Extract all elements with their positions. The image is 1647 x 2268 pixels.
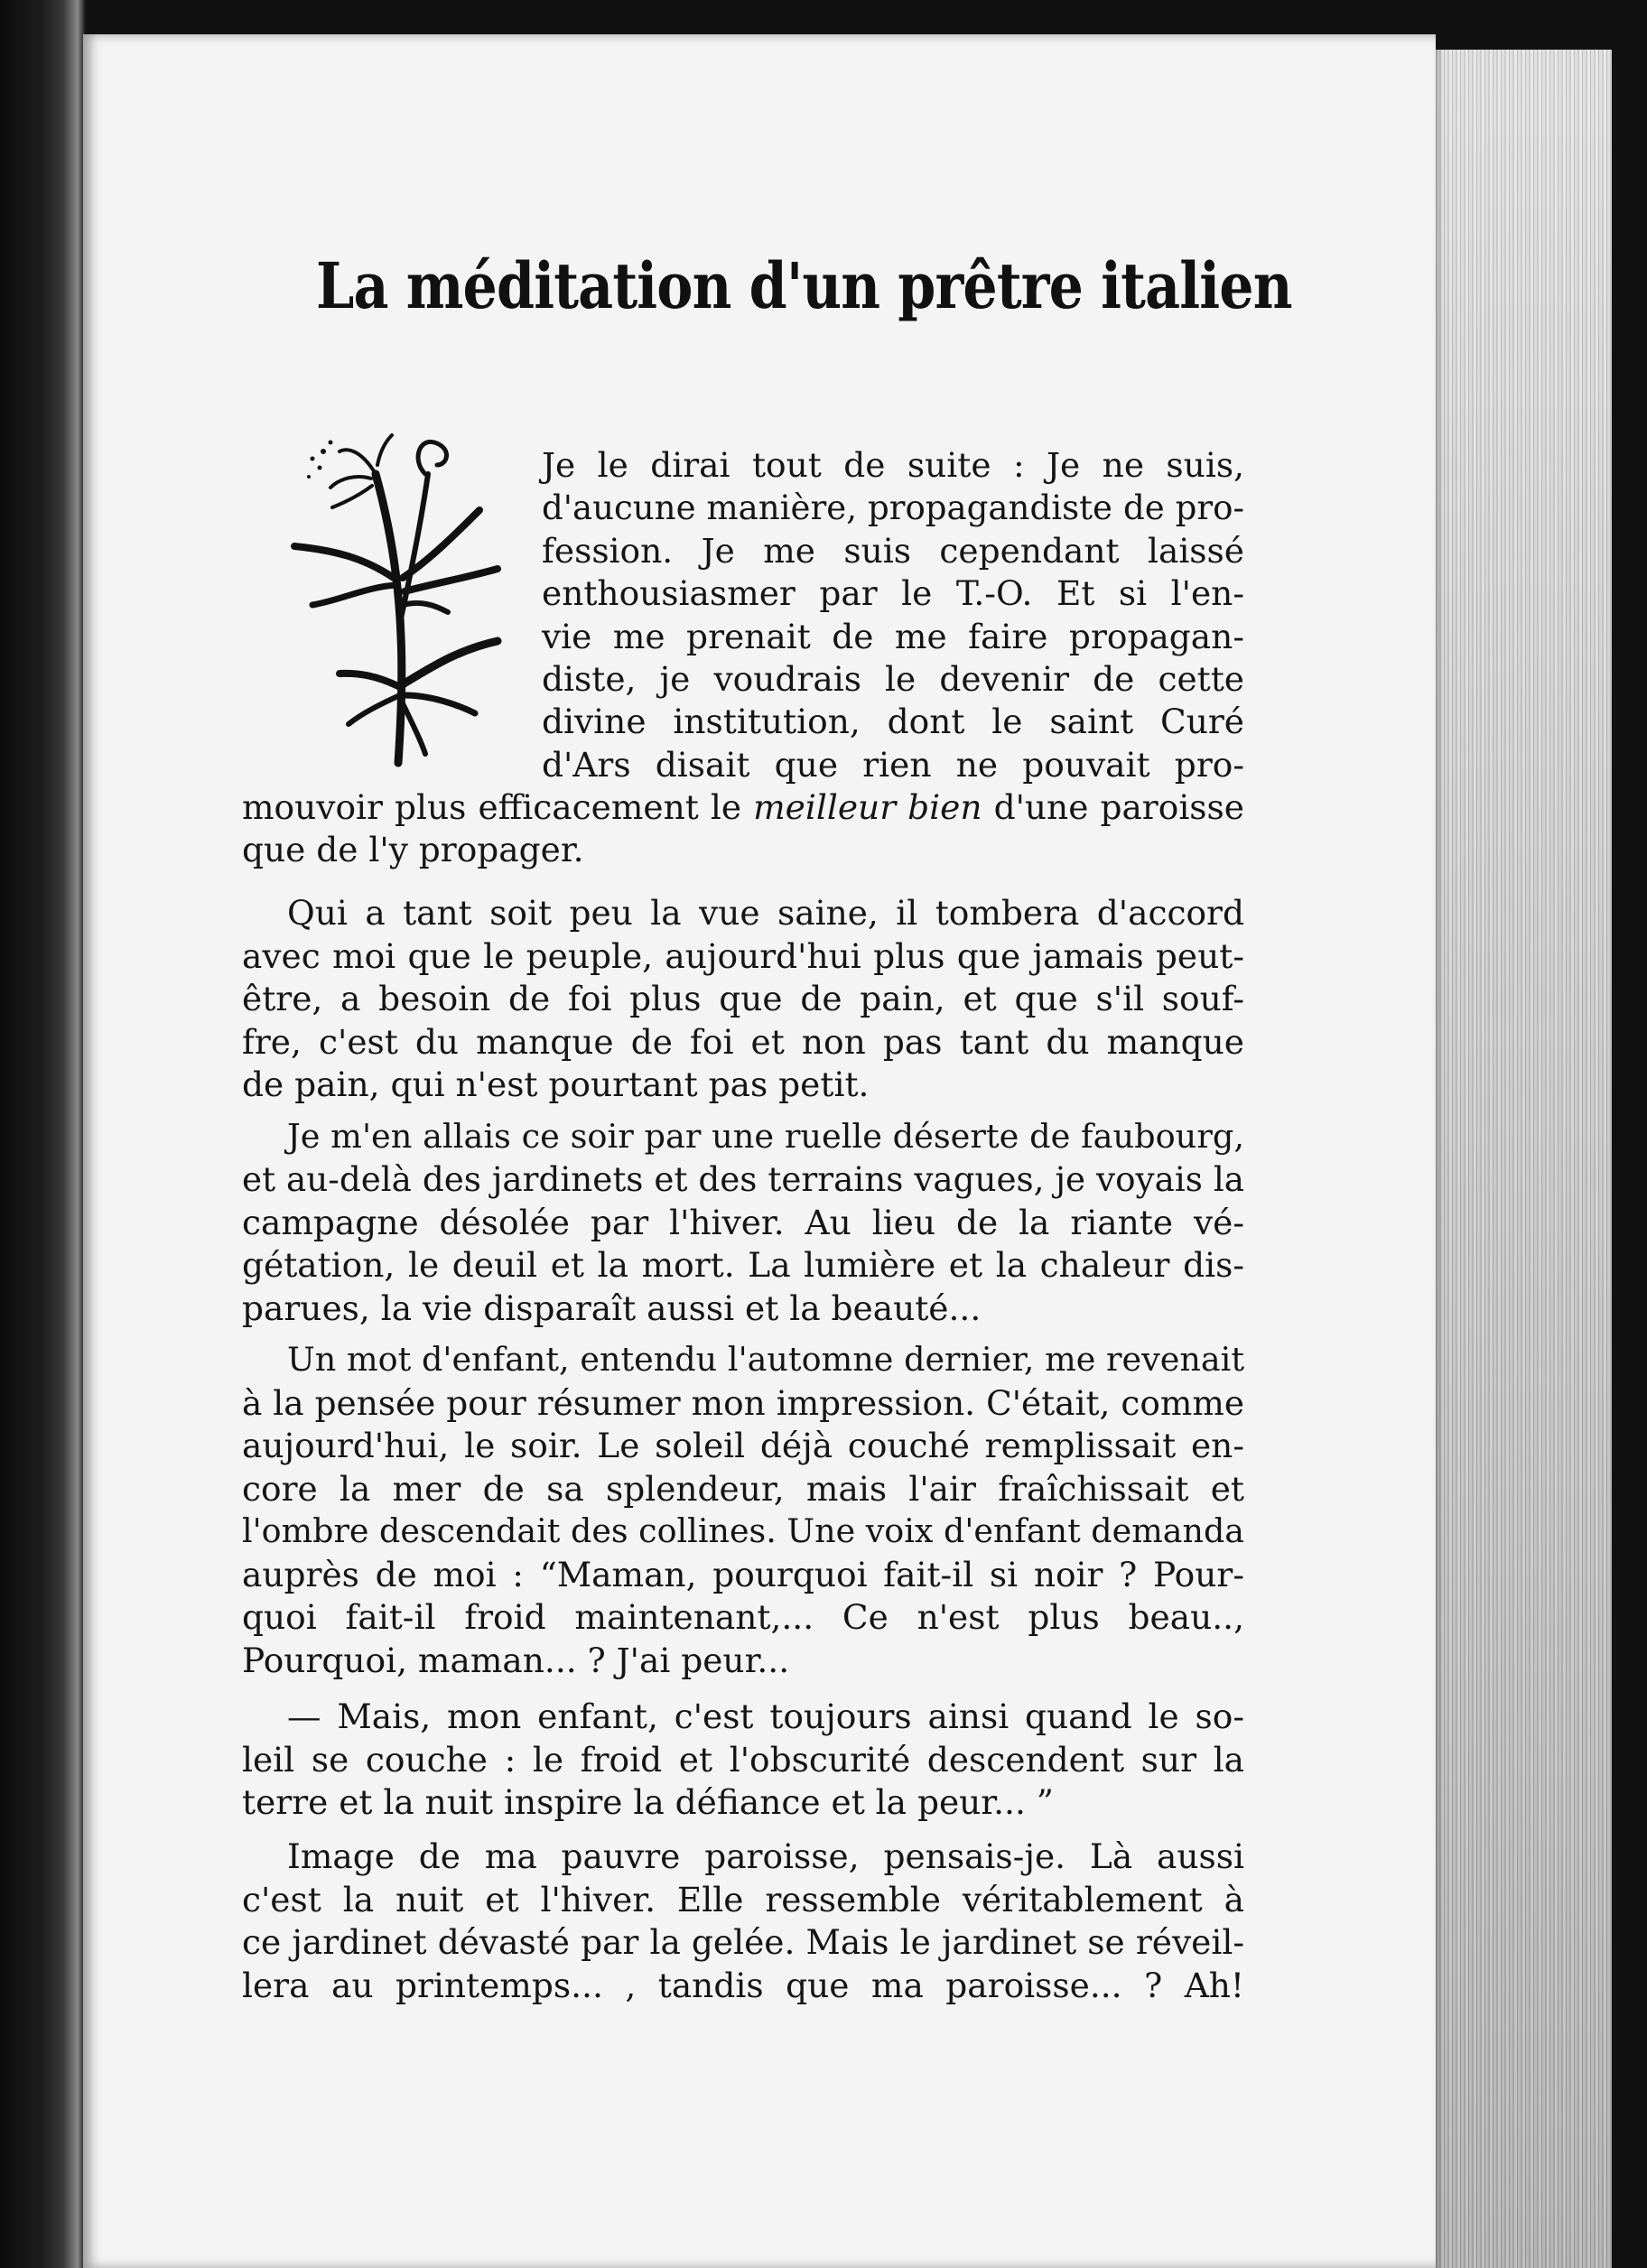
text-line: — Mais, mon enfant, c'est toujours ainsi quand le so- — [287, 1696, 1244, 1736]
text-line: que de l'y propager. — [242, 830, 584, 869]
text-line: Je le dirai tout de suite : Je ne suis, — [542, 445, 1244, 485]
text-line: c'est la nuit et l'hiver. Elle ressemble véritablement à — [242, 1880, 1244, 1919]
page-title: La méditation d'un prêtre italien — [316, 248, 1292, 323]
text-line: de pain, qui n'est pourtant pas petit. — [242, 1064, 870, 1104]
text-line: terre et la nuit inspire la défiance et la peur... ” — [242, 1782, 1054, 1822]
text-line: Pourquoi, maman... ? J'ai peur... — [242, 1641, 790, 1680]
text-line: lera au printemps... , tandis que ma paroisse... ? Ah! — [242, 1966, 1244, 2005]
text-line: core la mer de sa splendeur, mais l'air fraîchissait et — [242, 1469, 1244, 1509]
text-line: d'Ars disait que rien ne pouvait pro- — [542, 745, 1244, 785]
text-line: être, a besoin de foi plus que de pain, et que s'il souf- — [242, 979, 1244, 1018]
text-line: parues, la vie disparaît aussi et la beauté... — [242, 1288, 982, 1328]
text-line: aujourd'hui, le soir. Le soleil déjà couché remplissait en- — [242, 1426, 1244, 1465]
text-line: leil se couche : le froid et l'obscurité descendent sur la — [242, 1740, 1244, 1780]
text-line: Qui a tant soit peu la vue saine, il tombera d'accord — [287, 893, 1244, 933]
text-line: mouvoir plus efficacement le meilleur bien d'une paroisse — [242, 787, 1244, 827]
flower-illustration — [276, 424, 538, 767]
text-line: campagne désolée par l'hiver. Au lieu de la riante vé- — [242, 1203, 1244, 1242]
text-line: divine institution, dont le saint Curé — [542, 702, 1244, 741]
text-line: fession. Je me suis cependant laissé — [542, 531, 1244, 571]
text-line: et au-delà des jardinets et des terrains vagues, je voyais la — [242, 1159, 1244, 1199]
text-line: avec moi que le peuple, aujourd'hui plus que jamais peut- — [242, 936, 1244, 976]
text-line: diste, je voudrais le devenir de cette — [542, 659, 1244, 699]
text-line: gétation, le deuil et la mort. La lumière et la chaleur dis- — [242, 1245, 1244, 1285]
text-line: quoi fait-il froid maintenant,... Ce n'est plus beau.., — [242, 1597, 1244, 1637]
text-line: l'ombre descendait des collines. Une voix d'enfant demanda — [242, 1511, 1244, 1550]
text-line: à la pensée pour résumer mon impression. C'était, comme — [242, 1383, 1244, 1423]
text-line: Image de ma pauvre paroisse, pensais-je. Là aussi — [287, 1836, 1244, 1876]
text-line: Un mot d'enfant, entendu l'automne dernier, me revenait — [287, 1340, 1244, 1379]
text-line: enthousiasmer par le T.-O. Et si l'en- — [542, 573, 1244, 613]
text-line: d'aucune manière, propagandiste de pro- — [542, 488, 1244, 527]
text-line: vie me prenait de me faire propagan- — [542, 617, 1244, 656]
book-binding-edge — [0, 0, 86, 2268]
emphasis-text: meilleur bien — [753, 787, 982, 827]
text-line: ce jardinet dévasté par la gelée. Mais le jardinet se réveil- — [242, 1922, 1244, 1962]
text-line: Je m'en allais ce soir par une ruelle déserte de faubourg, — [287, 1117, 1244, 1156]
text-line: fre, c'est du manque de foi et non pas tant du manque — [242, 1022, 1244, 1062]
text-line: auprès de moi : “Maman, pourquoi fait-il si noir ? Pour- — [242, 1555, 1244, 1594]
book-page-stack — [1431, 50, 1612, 2268]
